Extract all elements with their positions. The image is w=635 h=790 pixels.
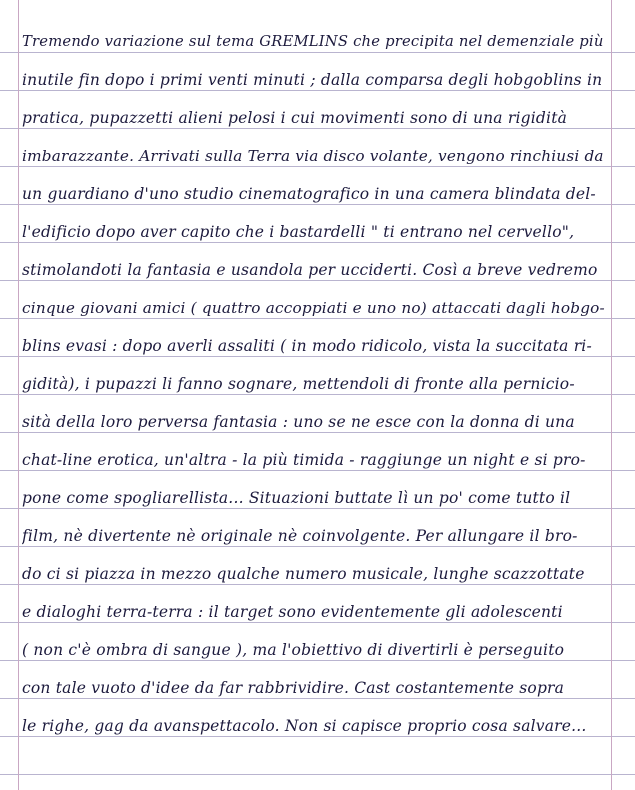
text-line: blins evasi : dopo averli assaliti ( in modo ridicolo, vista la succitata ri- — [22, 337, 592, 355]
text-line: con tale vuoto d'idee da far rabbrividire. Cast costantemente sopra — [22, 679, 565, 697]
text-line: sità della loro perversa fantasia : uno se ne esce con la donna di una — [22, 413, 575, 431]
text-line: inutile fin dopo i primi venti minuti ; dalla comparsa degli hobgoblins in — [22, 71, 603, 89]
text-line: ( non c'è ombra di sangue ), ma l'obiettivo di divertirli è perseguito — [22, 641, 565, 659]
text-line: chat-line erotica, un'altra - la più timida - raggiunge un night e si pro- — [22, 451, 586, 469]
right-margin-line — [611, 0, 612, 790]
text-line: e dialoghi terra-terra : il target sono evidentemente gli adolescenti — [22, 603, 563, 621]
text-line: Tremendo variazione sul tema GREMLINS che precipita nel demenziale più — [22, 33, 604, 50]
text-line: gidità), i pupazzi li fanno sognare, mettendoli di fronte alla pernicio- — [22, 375, 575, 393]
text-line: pratica, pupazzetti alieni pelosi i cui movimenti sono di una rigidità — [22, 109, 568, 127]
text-line: le righe, gag da avanspettacolo. Non si capisce proprio cosa salvare... — [22, 717, 587, 735]
text-line: l'edificio dopo aver capito che i bastardelli " ti entrano nel cervello", — [22, 223, 575, 241]
text-line: pone come spogliarellista... Situazioni buttate lì un po' come tutto il — [22, 489, 571, 507]
text-line: film, nè divertente nè originale nè coinvolgente. Per allungare il bro- — [22, 527, 578, 545]
text-line: cinque giovani amici ( quattro accoppiati e uno no) attaccati dagli hobgo- — [22, 299, 605, 317]
text-line: imbarazzante. Arrivati sulla Terra via disco volante, vengono rinchiusi da — [22, 147, 604, 165]
text-line: do ci si piazza in mezzo qualche numero musicale, lunghe scazzottate — [22, 565, 585, 583]
text-line: un guardiano d'uno studio cinematografico in una camera blindata del- — [22, 185, 596, 203]
text-line: stimolandoti la fantasia e usandola per ucciderti. Così a breve vedremo — [22, 261, 598, 279]
left-margin-line — [18, 0, 19, 790]
